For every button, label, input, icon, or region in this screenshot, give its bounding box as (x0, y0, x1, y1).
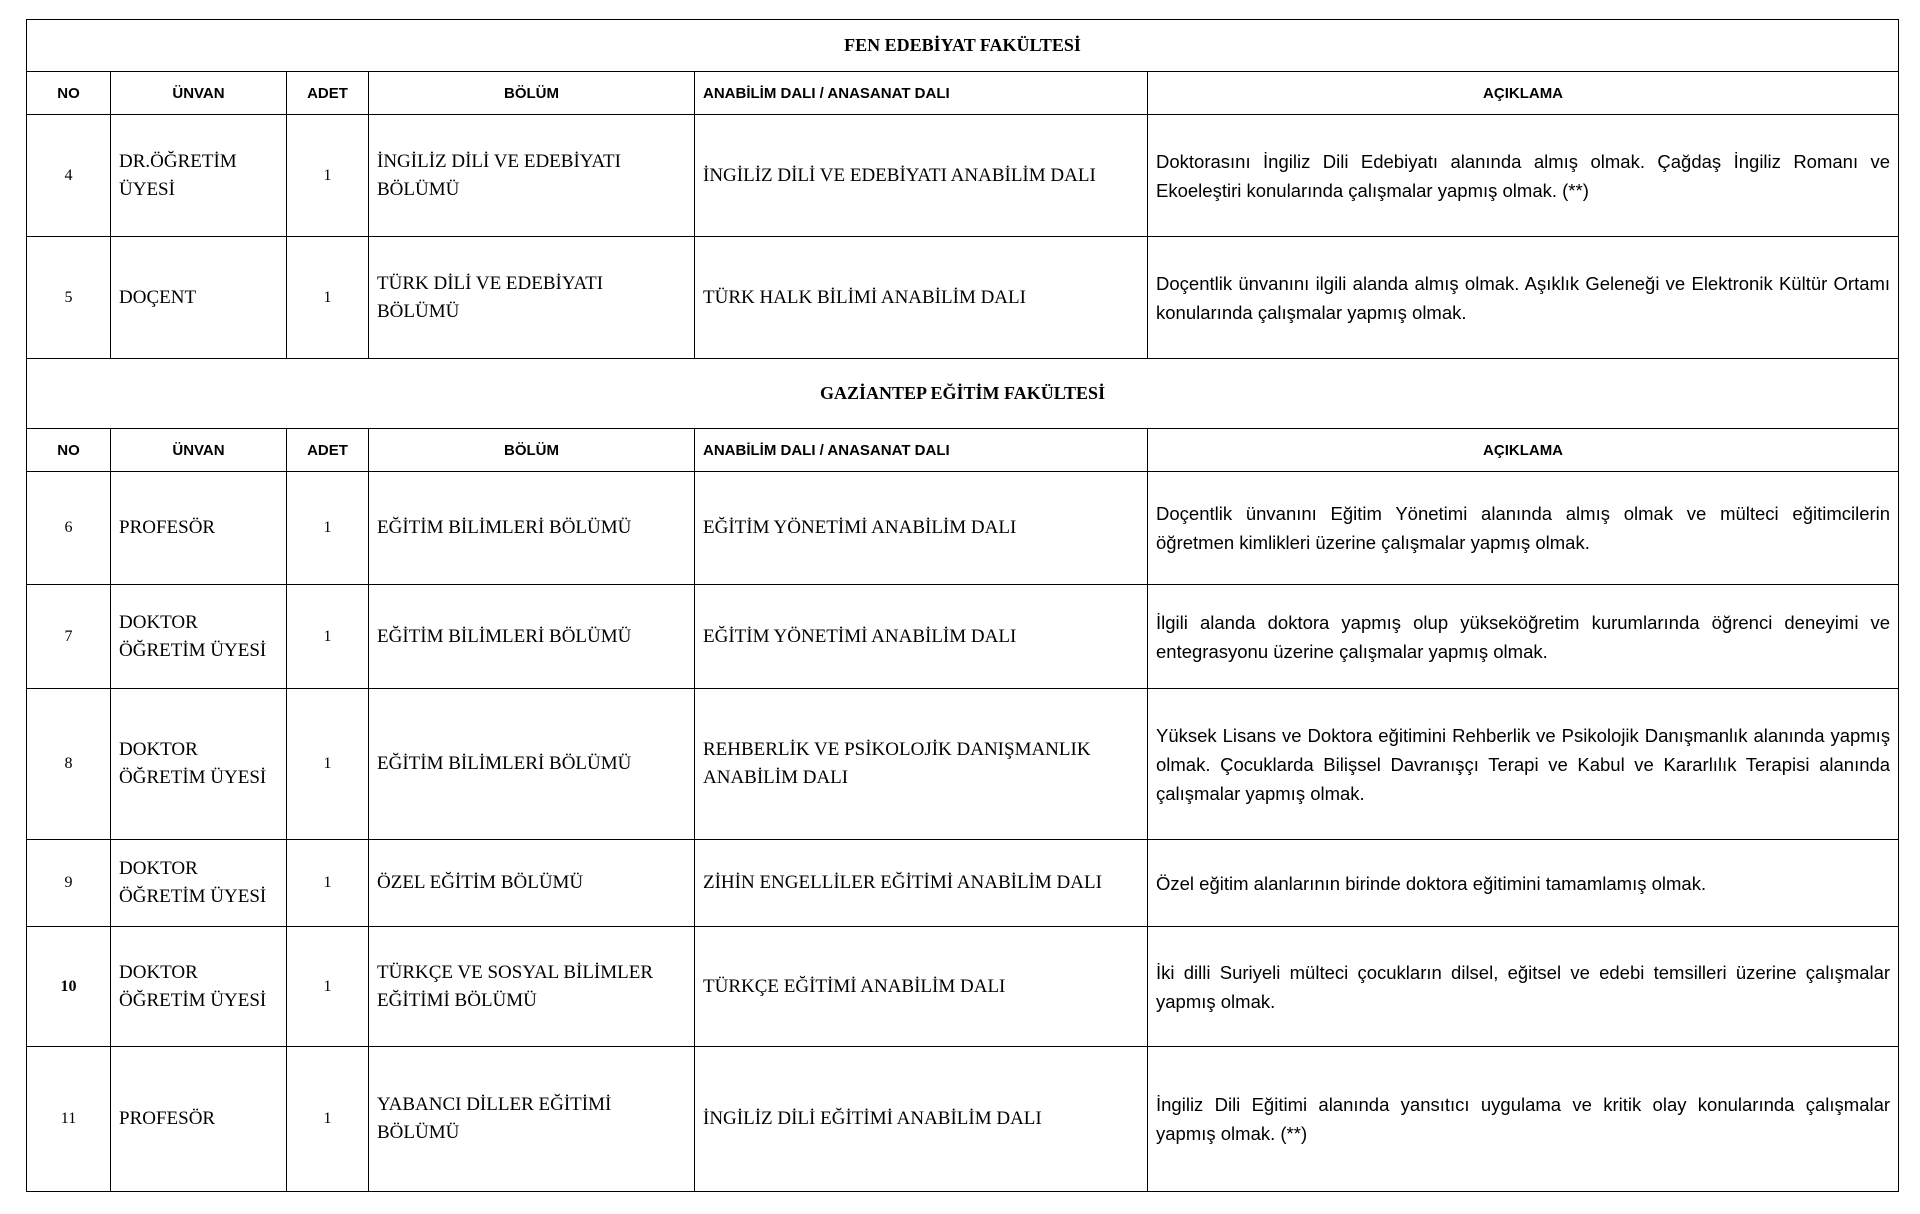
header-bolum: BÖLÜM (369, 72, 695, 115)
row-unvan: PROFESÖR (111, 472, 287, 585)
row-bolum: TÜRKÇE VE SOSYAL BİLİMLER EĞİTİMİ BÖLÜMÜ (369, 927, 695, 1047)
row-bolum: İNGİLİZ DİLİ VE EDEBİYATI BÖLÜMÜ (369, 115, 695, 237)
row-no: 7 (27, 585, 111, 689)
header-no: NO (27, 72, 111, 115)
row-unvan: PROFESÖR (111, 1047, 287, 1192)
row-anabilim: İNGİLİZ DİLİ EĞİTİMİ ANABİLİM DALI (695, 1047, 1148, 1192)
table-row (27, 1047, 1899, 1192)
table-row (27, 115, 1899, 237)
row-unvan: DOKTOR ÖĞRETİM ÜYESİ (111, 840, 287, 927)
header-row (27, 72, 1899, 115)
positions-table (26, 19, 1899, 1192)
row-adet: 1 (287, 1047, 369, 1192)
row-no: 10 (27, 927, 111, 1047)
header-adet: ADET (287, 429, 369, 472)
section-title: GAZİANTEP EĞİTİM FAKÜLTESİ (27, 359, 1899, 429)
row-adet: 1 (287, 237, 369, 359)
row-aciklama: Doçentlik ünvanını Eğitim Yönetimi alanında almış olmak ve mülteci eğitimcilerin öğretmen kimlikleri üzerine çalışmalar yapmış olmak. (1148, 472, 1899, 585)
row-adet: 1 (287, 585, 369, 689)
table-row (27, 689, 1899, 840)
row-no: 4 (27, 115, 111, 237)
row-no: 9 (27, 840, 111, 927)
header-aciklama: AÇIKLAMA (1148, 72, 1899, 115)
header-anabilim: ANABİLİM DALI / ANASANAT DALI (695, 429, 1148, 472)
header-unvan: ÜNVAN (111, 72, 287, 115)
row-bolum: EĞİTİM BİLİMLERİ BÖLÜMÜ (369, 689, 695, 840)
table-row (27, 237, 1899, 359)
header-no: NO (27, 429, 111, 472)
row-adet: 1 (287, 472, 369, 585)
section-title: FEN EDEBİYAT FAKÜLTESİ (27, 20, 1899, 72)
row-no: 5 (27, 237, 111, 359)
header-unvan: ÜNVAN (111, 429, 287, 472)
table-row (27, 927, 1899, 1047)
row-aciklama: Doktorasını İngiliz Dili Edebiyatı alanında almış olmak. Çağdaş İngiliz Romanı ve Ekoeleştiri konularında çalışmalar yapmış olmak. (**) (1148, 115, 1899, 237)
row-bolum: ÖZEL EĞİTİM BÖLÜMÜ (369, 840, 695, 927)
row-adet: 1 (287, 689, 369, 840)
row-unvan: DOKTOR ÖĞRETİM ÜYESİ (111, 689, 287, 840)
row-aciklama: İngiliz Dili Eğitimi alanında yansıtıcı uygulama ve kritik olay konularında çalışmalar yapmış olmak. (**) (1148, 1047, 1899, 1192)
row-aciklama: Özel eğitim alanlarının birinde doktora eğitimini tamamlamış olmak. (1148, 840, 1899, 927)
header-anabilim: ANABİLİM DALI / ANASANAT DALI (695, 72, 1148, 115)
row-anabilim: TÜRK HALK BİLİMİ ANABİLİM DALI (695, 237, 1148, 359)
row-adet: 1 (287, 840, 369, 927)
row-adet: 1 (287, 115, 369, 237)
section-title-row (27, 20, 1899, 72)
header-row (27, 429, 1899, 472)
row-bolum: EĞİTİM BİLİMLERİ BÖLÜMÜ (369, 472, 695, 585)
table-row (27, 840, 1899, 927)
row-bolum: TÜRK DİLİ VE EDEBİYATI BÖLÜMÜ (369, 237, 695, 359)
row-no: 6 (27, 472, 111, 585)
row-unvan: DOKTOR ÖĞRETİM ÜYESİ (111, 585, 287, 689)
row-anabilim: ZİHİN ENGELLİLER EĞİTİMİ ANABİLİM DALI (695, 840, 1148, 927)
section-title-row (27, 359, 1899, 429)
row-aciklama: Doçentlik ünvanını ilgili alanda almış olmak. Aşıklık Geleneği ve Elektronik Kültür Ortamı konularında çalışmalar yapmış olmak. (1148, 237, 1899, 359)
row-aciklama: Yüksek Lisans ve Doktora eğitimini Rehberlik ve Psikolojik Danışmanlık alanında yapmış olmak. Çocuklarda Bilişsel Davranışçı Terapi ve Kabul ve Kararlılık Terapisi alanında çalışmalar yapmış olmak. (1148, 689, 1899, 840)
row-bolum: YABANCI DİLLER EĞİTİMİ BÖLÜMÜ (369, 1047, 695, 1192)
row-anabilim: EĞİTİM YÖNETİMİ ANABİLİM DALI (695, 585, 1148, 689)
header-adet: ADET (287, 72, 369, 115)
row-no: 8 (27, 689, 111, 840)
row-anabilim: EĞİTİM YÖNETİMİ ANABİLİM DALI (695, 472, 1148, 585)
row-adet: 1 (287, 927, 369, 1047)
row-aciklama: İki dilli Suriyeli mülteci çocukların dilsel, eğitsel ve edebi temsilleri üzerine çalışmalar yapmış olmak. (1148, 927, 1899, 1047)
row-anabilim: TÜRKÇE EĞİTİMİ ANABİLİM DALI (695, 927, 1148, 1047)
row-anabilim: REHBERLİK VE PSİKOLOJİK DANIŞMANLIK ANABİLİM DALI (695, 689, 1148, 840)
header-aciklama: AÇIKLAMA (1148, 429, 1899, 472)
row-anabilim: İNGİLİZ DİLİ VE EDEBİYATI ANABİLİM DALI (695, 115, 1148, 237)
row-bolum: EĞİTİM BİLİMLERİ BÖLÜMÜ (369, 585, 695, 689)
row-unvan: DOÇENT (111, 237, 287, 359)
table-row (27, 472, 1899, 585)
table-row (27, 585, 1899, 689)
row-unvan: DR.ÖĞRETİM ÜYESİ (111, 115, 287, 237)
row-no: 11 (27, 1047, 111, 1192)
row-unvan: DOKTOR ÖĞRETİM ÜYESİ (111, 927, 287, 1047)
row-aciklama: İlgili alanda doktora yapmış olup yükseköğretim kurumlarında öğrenci deneyimi ve entegrasyonu üzerine çalışmalar yapmış olmak. (1148, 585, 1899, 689)
header-bolum: BÖLÜM (369, 429, 695, 472)
